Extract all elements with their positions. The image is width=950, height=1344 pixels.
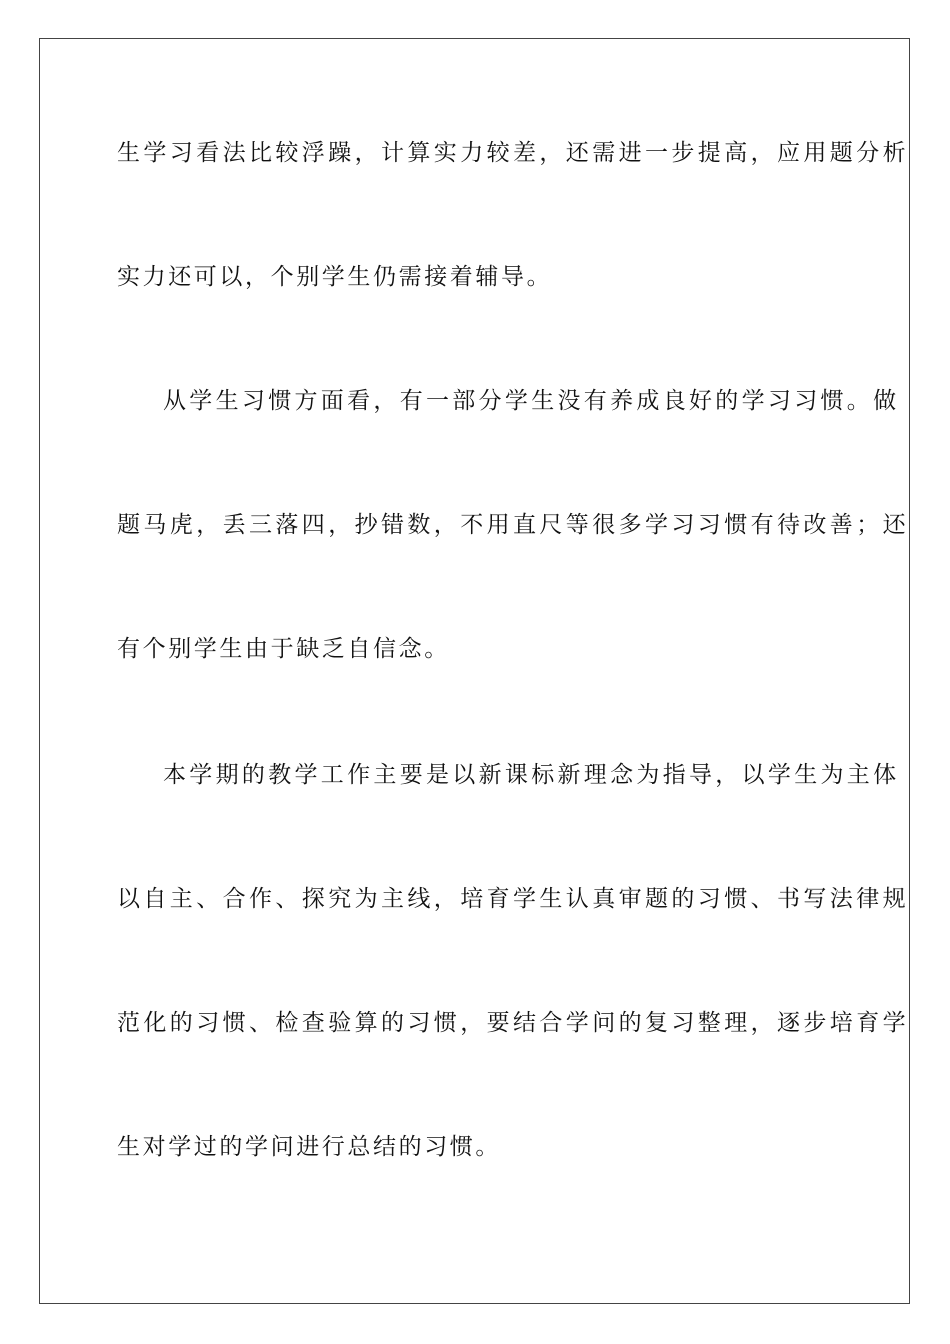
text-line: 以自主、合作、探究为主线，培育学生认真审题的习惯、书写法律规 <box>117 886 909 912</box>
text-line: 有个别学生由于缺乏自信念。 <box>117 636 450 662</box>
paragraph-start-line: 本学期的教学工作主要是以新课标新理念为指导，以学生为主体 <box>163 762 900 788</box>
text-line: 生学习看法比较浮躁，计算实力较差，还需进一步提高，应用题分析 <box>117 140 909 166</box>
text-line: 题马虎，丢三落四，抄错数，不用直尺等很多学习习惯有待改善；还 <box>117 512 909 538</box>
paragraph-start-line: 从学生习惯方面看，有一部分学生没有养成良好的学习习惯。做 <box>163 388 900 414</box>
page-frame <box>39 38 910 1304</box>
text-line: 范化的习惯、检查验算的习惯，要结合学问的复习整理，逐步培育学 <box>117 1010 909 1036</box>
text-line: 实力还可以，个别学生仍需接着辅导。 <box>117 264 553 290</box>
text-line: 生对学过的学问进行总结的习惯。 <box>117 1134 501 1160</box>
